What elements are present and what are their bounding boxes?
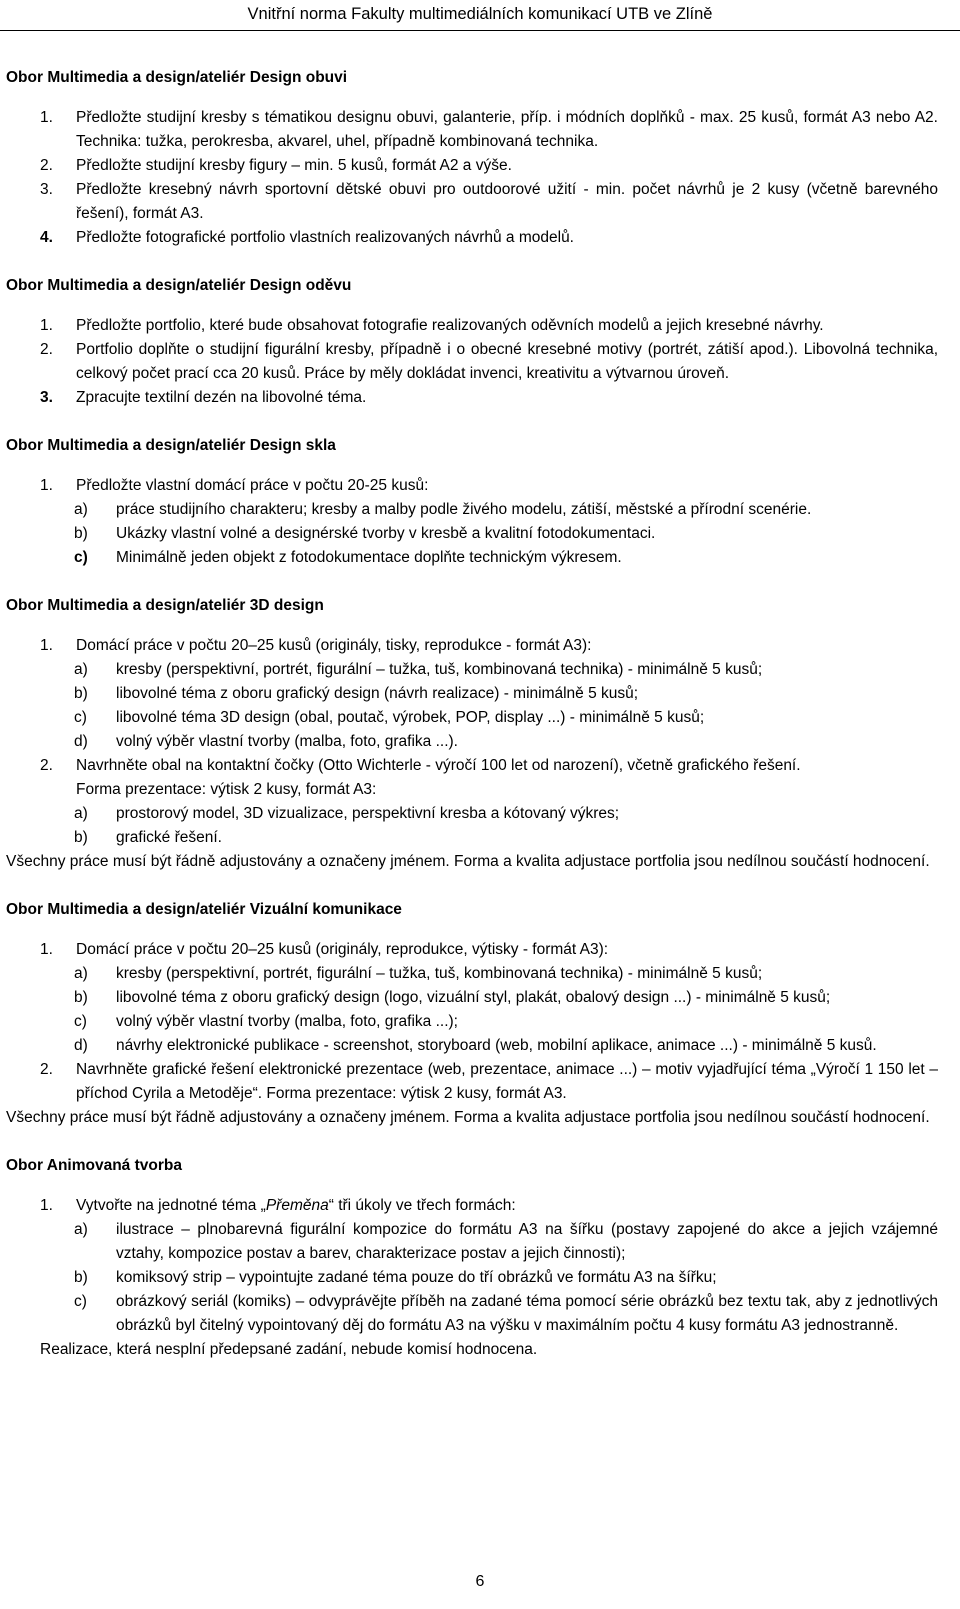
list-item: 1. Domácí práce v počtu 20–25 kusů (originály, reprodukce, výtisky - formát A3): — [40, 941, 609, 958]
running-header: Vnitřní norma Fakulty multimediálních komunikací UTB ve Zlíně — [247, 5, 713, 23]
theme-name: Přeměna — [265, 1197, 329, 1214]
sub-item: b) komiksový strip – vypointujte zadané téma pouze do tří obrázků ve formátu A3 na šířku; — [74, 1269, 717, 1286]
sub-item: c) Minimálně jeden objekt z fotodokumentace doplňte technickým výkresem. — [74, 549, 622, 566]
list-item: 2. Navrhněte grafické řešení elektronické prezentace (web, prezentace, animace ...) – motiv vyjadřující téma „Výročí 1 150 let – příchod Cyrila a Metoděje“. Forma prezentace: výtisk 2 kusy, formát A3. — [40, 1061, 938, 1102]
section-note: Realizace, která nesplní předepsané zadání, nebude komisí hodnocena. — [40, 1341, 538, 1358]
list-item: 2. Předložte studijní kresby figury – min. 5 kusů, formát A2 a výše. — [40, 157, 512, 174]
sub-item: a) ilustrace – plnobarevná figurální kompozice do formátu A3 na šířku (postavy zapojené do akce a jejich vzájemné vztahy, kompozice postav a barev, charakterizace postav a jejich činnosti); — [74, 1221, 938, 1262]
sub-item: c) volný výběr vlastní tvorby (malba, foto, grafika ...); — [74, 1013, 458, 1030]
list-item: 1. Předložte studijní kresby s tématikou designu obuvi, galanterie, příp. i módních doplňků - max. 25 kusů, formát A3 nebo A2. Technika: tužka, perokresba, akvarel, uhel, případně kombinovaná technika. — [40, 109, 938, 150]
section-title-animovana-tvorba: Obor Animovaná tvorba — [6, 1157, 182, 1174]
list-item: 1. Domácí práce v počtu 20–25 kusů (originály, tisky, reprodukce - formát A3): — [40, 637, 592, 654]
sub-item: c) obrázkový seriál (komiks) – odvyprávějte příběh na zadané téma pomocí série obrázků bez textu tak, aby z jednotlivých obrázků byl čitelný vypointovaný děj do formátu A3 na výšku v maximálním počtu 4 kusy formátu A3 jednostranně. — [74, 1293, 938, 1334]
sub-item: d) volný výběr vlastní tvorby (malba, foto, grafika ...). — [74, 733, 458, 750]
sub-item: b) grafické řešení. — [74, 829, 222, 846]
section-title-design-odevu: Obor Multimedia a design/ateliér Design oděvu — [6, 277, 352, 294]
sub-item: a) kresby (perspektivní, portrét, figurální – tužka, tuš, kombinovaná technika) - minimálně 5 kusů; — [74, 661, 763, 678]
page-number: 6 — [475, 1573, 485, 1590]
presentation-form: Forma prezentace: výtisk 2 kusy, formát A3: — [76, 781, 377, 798]
list-item: 1. Vytvořte na jednotné téma „Přeměna“ tři úkoly ve třech formách: — [40, 1197, 516, 1214]
section-title-design-skla: Obor Multimedia a design/ateliér Design skla — [6, 437, 336, 454]
list-item: 1. Předložte portfolio, které bude obsahovat fotografie realizovaných oděvních modelů a jejich kresebné návrhy. — [40, 317, 824, 334]
sub-item: a) prostorový model, 3D vizualizace, perspektivní kresba a kótovaný výkres; — [74, 805, 620, 822]
section-note: Všechny práce musí být řádně adjustovány a označeny jménem. Forma a kvalita adjustace portfolia jsou nedílnou součástí hodnocení. — [6, 853, 930, 870]
page-content — [6, 66, 938, 1362]
section-title-vizualni-komunikace: Obor Multimedia a design/ateliér Vizuální komunikace — [6, 901, 402, 918]
section-title-3d-design: Obor Multimedia a design/ateliér 3D design — [6, 597, 324, 614]
section-title-design-obuvi: Obor Multimedia a design/ateliér Design obuvi — [6, 69, 348, 86]
section-note: Všechny práce musí být řádně adjustovány a označeny jménem. Forma a kvalita adjustace portfolia jsou nedílnou součástí hodnocení. — [6, 1109, 930, 1126]
sub-item: b) libovolné téma z oboru grafický design (logo, vizuální styl, plakát, obalový design ...) - minimálně 5 kusů; — [74, 989, 831, 1006]
list-item: 3. Zpracujte textilní dezén na libovolné téma. — [40, 389, 367, 406]
sub-item: a) práce studijního charakteru; kresby a malby podle živého modelu, zátiší, městské a přírodní scenérie. — [74, 501, 812, 518]
sub-item: a) kresby (perspektivní, portrét, figurální – tužka, tuš, kombinovaná technika) - minimálně 5 kusů; — [74, 965, 763, 982]
sub-item: b) Ukázky vlastní volné a designérské tvorby v kresbě a kvalitní fotodokumentaci. — [74, 525, 656, 542]
list-item: 2. Navrhněte obal na kontaktní čočky (Otto Wichterle - výročí 100 let od narození), včetně grafického řešení. — [40, 757, 801, 774]
sub-item: b) libovolné téma z oboru grafický design (návrh realizace) - minimálně 5 kusů; — [74, 685, 639, 702]
list-item: 4. Předložte fotografické portfolio vlastních realizovaných návrhů a modelů. — [40, 229, 574, 246]
list-item: 3. Předložte kresebný návrh sportovní dětské obuvi pro outdoorové užití - min. počet návrhů je 2 kusy (včetně barevného řešení), formát A3. — [40, 181, 938, 222]
list-item: 1. Předložte vlastní domácí práce v počtu 20-25 kusů: — [40, 477, 429, 494]
list-item: 2. Portfolio doplňte o studijní figurální kresby, případně i o obecné kresebné motivy (portrét, zátiší apod.). Libovolná technika, celkový počet prací cca 20 kusů. Práce by měly dokládat invenci, kreativitu a výtvarnou úroveň. — [40, 341, 938, 382]
header-rule — [0, 30, 960, 31]
sub-item: d) návrhy elektronické publikace - screenshot, storyboard (web, mobilní aplikace, animace ...) - minimálně 5 kusů. — [74, 1037, 877, 1054]
sub-item: c) libovolné téma 3D design (obal, poutač, výrobek, POP, display ...) - minimálně 5 kusů; — [74, 709, 705, 726]
